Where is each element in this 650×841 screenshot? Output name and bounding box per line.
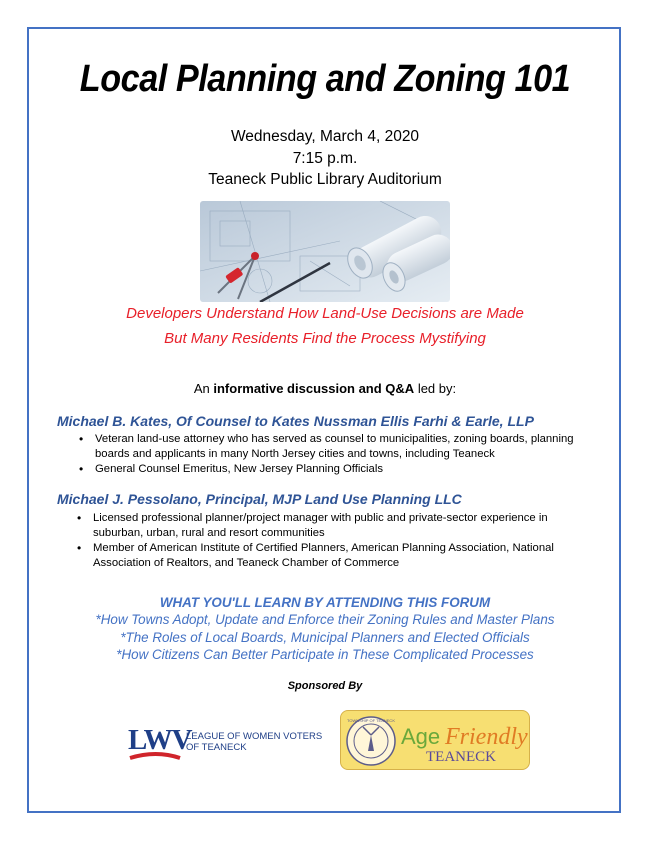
page-title: Local Planning and Zoning 101 [79,58,571,100]
learn-heading: WHAT YOU'LL LEARN BY ATTENDING THIS FORUM [159,595,491,610]
sponsored-by-label: Sponsored By [287,680,363,692]
list-item: • General Counsel Emeritus, New Jersey Planning Officials [75,462,605,477]
speaker-1-bullets [75,432,605,477]
lwv-line-2: OF TEANECK [186,742,247,753]
learn-item-1: *How Towns Adopt, Update and Enforce their Zoning Rules and Master Plans [95,612,555,627]
lwv-mark: LWV [128,724,192,756]
tagline-line-1: Developers Understand How Land-Use Decisions are Made [126,305,524,322]
lwv-logo [128,722,338,768]
agefriendly-logo [340,710,530,770]
list-item: • Member of American Institute of Certified Planners, American Planning Association, National Association of Realtors, and Teaneck Chamber of Commerce [73,541,573,571]
af-friendly: Friendly [445,724,528,750]
intro-bold: informative discussion and Q&A [213,381,415,396]
event-location: Teaneck Public Library Auditorium [208,171,442,188]
learn-item-3: *How Citizens Can Better Participate in These Complicated Processes [116,647,534,662]
blueprints-image [200,201,450,302]
event-time: 7:15 p.m. [292,150,358,167]
intro-line [0,381,650,396]
seal-text: TOWNSHIP OF TEANECK [346,718,396,723]
speaker-2-name: Michael J. Pessolano, Principal, MJP Land Use Planning LLC [57,491,462,507]
intro-suffix: led by: [414,381,457,396]
af-town: TEANECK [426,749,496,765]
tagline-line-2: But Many Residents Find the Process Mystifying [164,330,486,347]
lwv-line-1: LEAGUE OF WOMEN VOTERS [186,731,323,742]
intro-prefix: An [193,381,214,396]
list-item: • Licensed professional planner/project manager with public and private-sector experience in suburban, urban, rural and resort communities [73,511,573,541]
speaker-1-name: Michael B. Kates, Of Counsel to Kates Nussman Ellis Farhi & Earle, LLP [57,413,534,429]
event-date: Wednesday, March 4, 2020 [230,128,420,145]
speaker-2-bullets [73,511,573,571]
learn-item-2: *The Roles of Local Boards, Municipal Planners and Elected Officials [120,630,530,645]
list-item: • Veteran land-use attorney who has served as counsel to municipalities, zoning boards, planning boards and applicants in many North Jersey cities and towns, including Teaneck [75,432,605,462]
af-age: Age [401,724,441,749]
